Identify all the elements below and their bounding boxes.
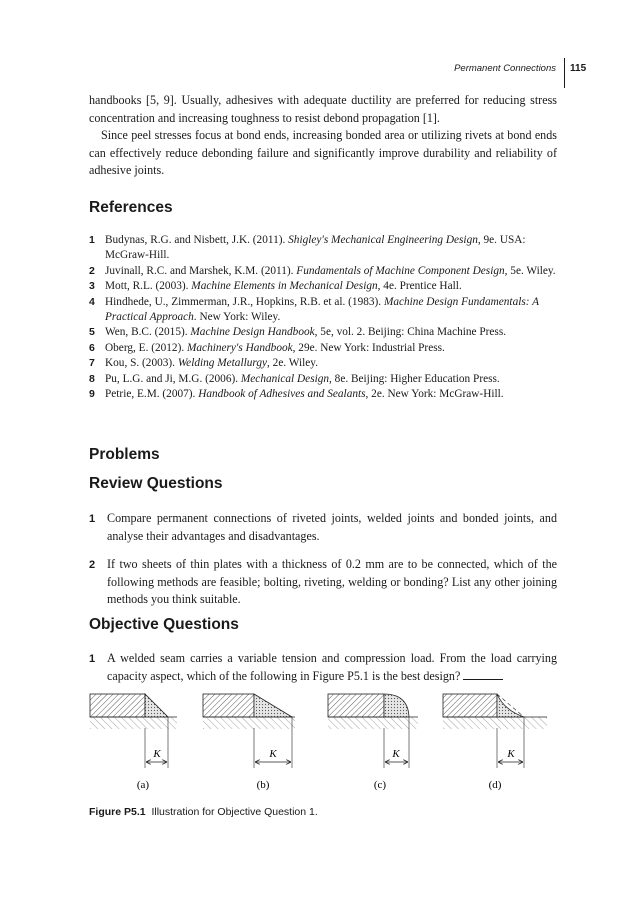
reference-number: 2	[89, 264, 95, 277]
weld-variant-a	[90, 694, 177, 768]
dimension-label-b: K	[269, 748, 277, 760]
reference-number: 1	[89, 234, 95, 246]
figure-caption-text: Illustration for Objective Question 1.	[151, 806, 318, 818]
reference-title: Fundamentals of Machine Component Design	[296, 264, 505, 277]
question-number: 1	[89, 513, 96, 525]
reference-details: , 5e. Wiley.	[504, 264, 556, 277]
dimension-label-d: K	[507, 748, 515, 760]
convex-weld	[384, 694, 409, 717]
reference-details: , 4e. Prentice Hall.	[377, 280, 462, 293]
reference-number: 5	[89, 326, 95, 339]
base-plate	[328, 717, 418, 729]
reference-authors: Juvinall, R.C. and Marshek, K.M. (2011).	[105, 264, 297, 277]
reference-authors: Oberg, E. (2012).	[105, 341, 187, 354]
references-heading: References	[89, 199, 173, 216]
subfigure-label-a: (a)	[136, 779, 150, 791]
page-number: 115	[570, 63, 587, 74]
weld-variant-b	[203, 694, 295, 768]
top-plate	[203, 694, 254, 717]
reference-authors: Hindhede, U., Zimmerman, J.R., Hopkins, R.B. et al. (1983).	[105, 295, 384, 308]
question-number: 2	[89, 559, 96, 571]
reference-item	[89, 341, 559, 356]
reference-number: 7	[89, 357, 95, 370]
reference-details: , 5e, vol. 2. Beijing: China Machine Press.	[314, 326, 507, 339]
problems-heading: Problems	[89, 446, 160, 463]
reference-item	[89, 356, 559, 371]
reference-title: Welding Metallurgy	[177, 357, 268, 370]
reference-details: , 2e. Wiley.	[267, 357, 319, 370]
review-question	[89, 510, 557, 545]
question-text: If two sheets of thin plates with a thickness of 0.2 mm are to be connected, which of the following methods are feasible; bolting, riveting, welding or bonding? List any other joining methods you think suitable.	[107, 557, 557, 606]
reference-details: , 29e. New York: Industrial Press.	[292, 341, 445, 354]
base-plate	[90, 717, 177, 729]
objective-questions-heading: Objective Questions	[89, 616, 239, 633]
intro-paragraph-2: Since peel stresses focus at bond ends, increasing bonded area or utilizing rivets at bond ends can effectively reduce debonding failure and significantly improve durability and reliability of adhesive joints.	[89, 128, 557, 177]
objective-question	[89, 650, 557, 685]
reference-details: , 8e. Beijing: Higher Education Press.	[329, 372, 500, 385]
review-question	[89, 556, 557, 609]
subfigure-label-d: (d)	[488, 779, 502, 791]
intro-paragraph-1: handbooks [5, 9]. Usually, adhesives with adequate ductility are preferred for reducing stress concentration and increasing toughness to resist debond propagation [1].	[89, 93, 557, 125]
reference-authors: Kou, S. (2003).	[105, 357, 178, 370]
weld-seam-figure	[0, 688, 627, 798]
reference-number: 4	[89, 295, 95, 308]
dimension-label-a: K	[153, 748, 161, 760]
reference-item	[89, 387, 559, 402]
reference-authors: Wen, B.C. (2015).	[105, 326, 191, 339]
reference-authors: Mott, R.L. (2003).	[105, 280, 192, 293]
review-questions-heading: Review Questions	[89, 475, 223, 492]
reference-item	[89, 372, 559, 387]
dimension-label-c: K	[392, 748, 400, 760]
reference-number: 6	[89, 341, 95, 354]
question-text-body: A welded seam carries a variable tension and compression load. From the load carrying capacity aspect, which of the following in Figure P5.1 is the best design?	[107, 651, 557, 683]
reference-item	[89, 264, 559, 279]
reference-item	[89, 325, 559, 340]
reference-authors: Petrie, E.M. (2007).	[105, 388, 199, 401]
question-text	[107, 650, 557, 685]
reference-title: Machine Elements in Mechanical Design	[191, 280, 378, 293]
reference-authors: Pu, L.G. and Ji, M.G. (2006).	[105, 372, 241, 385]
header-divider	[564, 58, 565, 88]
running-title: Permanent Connections	[454, 63, 556, 74]
reference-number: 9	[89, 388, 95, 401]
intro-text	[89, 92, 557, 180]
fillet-weld	[145, 694, 168, 717]
question-text: Compare permanent connections of riveted joints, welded joints and bonded joints, and analyse their advantages and disadvantages.	[107, 511, 557, 543]
weld-variant-d	[443, 694, 547, 768]
reference-title: Machine Design Fundamentals: A Practical Approach	[105, 295, 539, 324]
reference-title: Shigley's Mechanical Engineering Design	[288, 234, 478, 246]
subfigure-label-c: (c)	[373, 779, 387, 791]
reference-title: Machine Design Handbook	[190, 326, 315, 339]
question-number: 1	[89, 653, 96, 665]
reference-number: 8	[89, 372, 95, 385]
reference-details: , 2e. New York: McGraw-Hill.	[365, 388, 504, 401]
reference-authors: Budynas, R.G. and Nisbett, J.K. (2011).	[105, 234, 289, 246]
reference-details: . New York: Wiley.	[193, 311, 281, 324]
figure-caption-label: Figure P5.1	[89, 806, 146, 818]
reference-list	[89, 233, 559, 402]
reference-title: Machinery's Handbook	[187, 341, 293, 354]
base-plate	[203, 717, 295, 729]
reference-item	[89, 233, 559, 264]
base-plate	[443, 717, 547, 729]
answer-blank[interactable]	[463, 669, 503, 680]
reference-title: Handbook of Adhesives and Sealants	[198, 388, 366, 401]
subfigure-label-b: (b)	[256, 779, 270, 791]
top-plate	[90, 694, 145, 717]
reference-details: , 9e. USA: McGraw-Hill.	[105, 234, 526, 262]
reference-title: Mechanical Design	[240, 372, 330, 385]
reference-number: 3	[89, 280, 95, 293]
top-plate	[328, 694, 384, 717]
reference-item	[89, 295, 559, 326]
weld-variant-c	[328, 694, 418, 768]
reference-item	[89, 279, 559, 294]
fillet-weld	[254, 694, 292, 717]
top-plate	[443, 694, 497, 717]
figure-caption	[89, 806, 318, 818]
